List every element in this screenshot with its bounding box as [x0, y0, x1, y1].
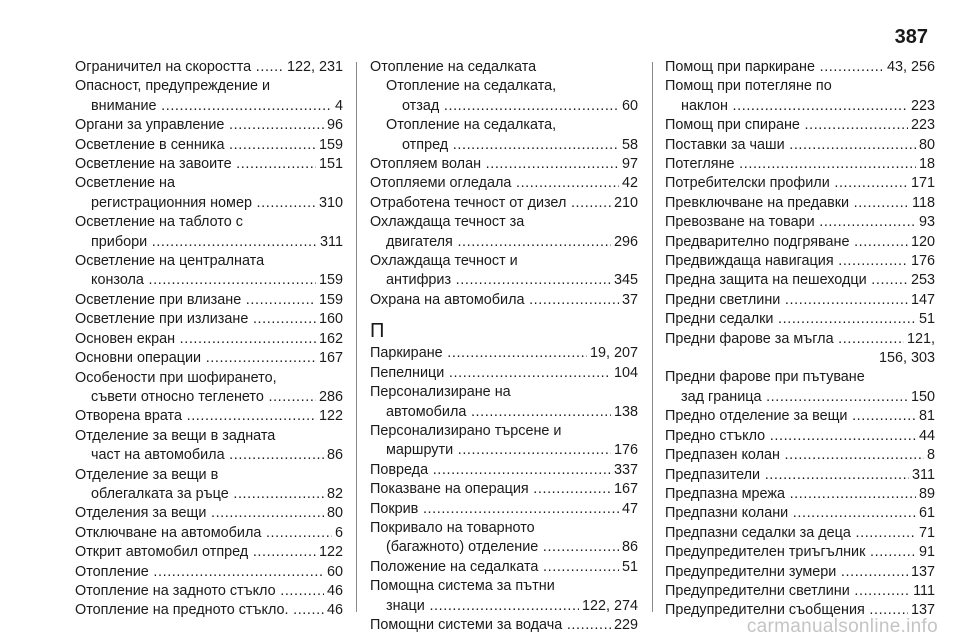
page-reference[interactable]: 122, 274 — [579, 597, 638, 616]
page-reference[interactable]: 120 — [908, 233, 935, 252]
index-entry-term-continued: регистрационния номер ..... — [91, 194, 343, 213]
page-reference[interactable]: 337 — [611, 461, 638, 480]
index-entry-term: Отопление на предното стъкло. ..... — [75, 602, 343, 618]
index-entry-term: Предна защита на пешеходци ..... — [665, 272, 935, 288]
page-reference[interactable]: 80 — [916, 136, 935, 155]
page-reference[interactable]: 4 — [332, 97, 343, 116]
index-entry[interactable] — [75, 330, 343, 349]
index-entry[interactable] — [75, 174, 343, 213]
index-entry-term: Предпазни седалки за деца ..... — [665, 525, 935, 541]
index-entry[interactable] — [370, 194, 638, 213]
page-reference[interactable]: 71 — [916, 524, 935, 543]
index-entry[interactable] — [665, 213, 935, 232]
index-entry-term-continued: облегалката за ръце ..... — [91, 485, 343, 504]
index-entry-term: Основен екран ..... — [75, 331, 343, 347]
index-entry-term: Отопление ..... — [75, 564, 343, 580]
index-entry[interactable] — [370, 383, 638, 422]
index-entry[interactable] — [665, 524, 935, 543]
page-reference[interactable]: 296 — [611, 233, 638, 252]
index-entry-term-continued: знаци ..... — [386, 597, 638, 616]
page-reference[interactable]: 160 — [316, 310, 343, 329]
watermark: carmanualsonline.info — [746, 616, 938, 637]
index-entry-term: Предни фарове за мъгла ..... — [665, 331, 935, 347]
index-entry-term: Поставки за чаши ..... — [665, 137, 935, 153]
page-reference[interactable]: 19, 207 — [587, 344, 638, 363]
index-entry-term: Предвиждаща навигация ..... — [665, 253, 935, 269]
index-entry-term: Отопление на задното стъкло ..... — [75, 583, 343, 599]
index-entry-term-continued: част на автомобила ..... — [91, 446, 343, 465]
page-reference[interactable]: 81 — [916, 407, 935, 426]
page-reference[interactable]: 229 — [611, 616, 638, 635]
column-divider — [356, 62, 357, 612]
index-entry[interactable] — [370, 480, 638, 499]
index-entry[interactable] — [75, 77, 343, 116]
index-entry[interactable] — [370, 252, 638, 291]
page-reference[interactable]: 122 — [316, 407, 343, 426]
index-entry-term: Опасност, предупреждение и — [75, 78, 271, 95]
index-entry-term: Помощна система за пътни — [370, 578, 555, 595]
page-reference[interactable]: 156, 303 — [878, 350, 935, 367]
index-entry-term: Предни фарове при пътуване — [665, 369, 865, 386]
index-entry-term: Помощ при потегляне по — [665, 78, 832, 95]
index-entry[interactable] — [370, 77, 638, 116]
index-entry[interactable] — [75, 116, 343, 135]
index-entry-term: Персонализиране на — [370, 384, 511, 401]
index-column-1 — [75, 58, 343, 621]
index-entry[interactable] — [75, 543, 343, 562]
index-entry[interactable] — [370, 422, 638, 461]
page-reference[interactable]: 37 — [619, 291, 638, 310]
index-entry-term-continued: наклон ..... — [681, 97, 935, 116]
page-reference[interactable]: 138 — [611, 403, 638, 422]
index-entry-term: Пепелници ..... — [370, 365, 638, 381]
index-entry[interactable] — [370, 344, 638, 363]
index-entry[interactable] — [370, 116, 638, 155]
page-reference[interactable]: 46 — [324, 601, 343, 620]
index-entry-term: Помощни системи за водача ..... — [370, 617, 638, 633]
page-reference[interactable]: 210 — [611, 194, 638, 213]
index-entry[interactable] — [75, 524, 343, 543]
index-entry[interactable] — [665, 271, 935, 290]
index-entry-term: Отопляем волан ..... — [370, 156, 638, 172]
page-reference[interactable]: 151 — [316, 155, 343, 174]
page-reference[interactable]: 47 — [619, 500, 638, 519]
index-entry-term: Помощ при паркиране ..... — [665, 59, 935, 75]
page-reference[interactable]: 51 — [916, 310, 935, 329]
index-entry-term: Потребителски профили ..... — [665, 175, 935, 191]
index-entry-term-continued: прибори ..... — [91, 233, 343, 252]
page-reference[interactable]: 159 — [316, 291, 343, 310]
page-reference[interactable]: 150 — [908, 388, 935, 407]
index-entry-term: Осветление на завоите ..... — [75, 156, 343, 172]
index-entry[interactable] — [75, 466, 343, 505]
index-entry-term: Основни операции ..... — [75, 350, 343, 366]
index-entry-term: Положение на седалката ..... — [370, 559, 638, 575]
index-entry[interactable] — [370, 519, 638, 558]
page-reference[interactable]: 167 — [611, 480, 638, 499]
page-reference[interactable]: 97 — [619, 155, 638, 174]
column-divider — [652, 62, 653, 612]
index-entry-term: Отключване на автомобила ..... — [75, 525, 343, 541]
index-entry[interactable] — [665, 563, 935, 582]
index-entry-term: Отработена течност от дизел ..... — [370, 195, 638, 211]
index-entry[interactable] — [75, 349, 343, 368]
index-entry-term: Предпазни колани ..... — [665, 505, 935, 521]
page-reference[interactable]: 286 — [316, 388, 343, 407]
page-reference[interactable]: 167 — [316, 349, 343, 368]
index-entry[interactable] — [665, 155, 935, 174]
index-entry-term: Повреда ..... — [370, 462, 638, 478]
index-entry[interactable] — [370, 500, 638, 519]
index-entry-term: Отопление на седалката, — [386, 78, 557, 95]
index-entry[interactable] — [665, 485, 935, 504]
page-reference[interactable]: 122, 231 — [284, 58, 343, 77]
index-column-3 — [665, 58, 935, 621]
index-entry[interactable] — [665, 77, 935, 116]
index-entry-term-continued: (багажното) отделение ..... — [386, 538, 638, 557]
index-entry-term: Предварително подгряване ..... — [665, 234, 935, 250]
index-entry-term: Отделение за вещи в задната — [75, 427, 276, 444]
index-entry[interactable] — [665, 466, 935, 485]
index-entry-term: Отопляеми огледала ..... — [370, 175, 638, 191]
page-reference[interactable]: 89 — [916, 485, 935, 504]
index-entry-term: Предпазен колан ..... — [665, 447, 935, 463]
page-reference[interactable]: 311 — [317, 233, 343, 252]
index-entry-term: Предпазители ..... — [665, 467, 935, 483]
index-entry[interactable] — [665, 58, 935, 77]
index-entry[interactable] — [665, 543, 935, 562]
page-reference[interactable]: 111 — [910, 582, 935, 601]
index-entry-term: Осветление при влизане ..... — [75, 292, 343, 308]
index-entry-term-continued: автомобила ..... — [386, 403, 638, 422]
page-reference[interactable]: 61 — [916, 504, 935, 523]
index-entry[interactable] — [75, 291, 343, 310]
page-reference[interactable]: 80 — [324, 504, 343, 523]
index-entry-term: Предни светлини ..... — [665, 292, 935, 308]
index-entry-term: Отопление на седалката — [370, 59, 537, 75]
index-column-2 — [370, 58, 638, 635]
index-entry[interactable] — [665, 291, 935, 310]
page-reference[interactable]: 137 — [908, 601, 935, 620]
index-entry[interactable] — [370, 364, 638, 383]
page-reference[interactable]: 51 — [619, 558, 638, 577]
page-reference[interactable]: 93 — [916, 213, 935, 232]
page-reference[interactable]: 44 — [916, 427, 935, 446]
index-entry[interactable] — [665, 310, 935, 329]
index-entry-term: Предно отделение за вещи ..... — [665, 408, 935, 424]
index-entry-term: Помощ при спиране ..... — [665, 117, 935, 133]
index-entry-term: Персонализирано търсене и — [370, 422, 562, 439]
index-entry-term: Отворена врата ..... — [75, 408, 343, 424]
index-entry[interactable] — [665, 427, 935, 446]
index-entry[interactable] — [370, 58, 638, 77]
index-section-letter: П — [370, 320, 385, 343]
page-reference[interactable]: 118 — [909, 194, 935, 213]
page-reference[interactable]: 311 — [909, 466, 935, 485]
index-entry-term: Особености при шофирането, — [75, 369, 277, 386]
page-reference[interactable]: 82 — [324, 485, 343, 504]
index-entry[interactable] — [75, 136, 343, 155]
index-entry[interactable] — [370, 291, 638, 310]
page-reference[interactable]: 91 — [916, 543, 935, 562]
page-reference[interactable]: 223 — [908, 97, 935, 116]
index-entry-term: Отделение за вещи в — [75, 466, 219, 483]
index-entry[interactable] — [370, 461, 638, 480]
index-entry[interactable] — [665, 504, 935, 523]
index-entry-term: Осветление на таблото с — [75, 214, 243, 231]
index-entry-term: Охрана на автомобила ..... — [370, 292, 638, 308]
index-entry[interactable] — [665, 368, 935, 407]
page-reference[interactable]: 223 — [908, 116, 935, 135]
index-entry-term-continued: внимание ..... — [91, 97, 343, 116]
page-reference[interactable]: 121, — [904, 330, 935, 349]
index-entry[interactable] — [665, 136, 935, 155]
page-reference[interactable]: 86 — [324, 446, 343, 465]
page-reference[interactable]: 162 — [316, 330, 343, 349]
index-entry[interactable] — [370, 155, 638, 174]
index-entry[interactable] — [665, 174, 935, 193]
page-reference[interactable]: 43, 256 — [884, 58, 935, 77]
index-entry-term: Предно стъкло ..... — [665, 428, 935, 444]
index-entry[interactable] — [370, 577, 638, 616]
page-reference[interactable]: 86 — [619, 538, 638, 557]
index-entry-term: Осветление в сенника ..... — [75, 137, 343, 153]
page-reference[interactable]: 46 — [324, 582, 343, 601]
index-entry[interactable] — [665, 194, 935, 213]
index-entry-term-continued: съвети относно тегленето ..... — [91, 388, 343, 407]
index-entry-term: Осветление на — [75, 175, 176, 192]
index-entry-term: Ограничител на скоростта ..... — [75, 59, 343, 75]
index-entry[interactable] — [75, 601, 343, 620]
index-entry-term: Превключване на предавки ..... — [665, 195, 935, 211]
index-entry[interactable] — [75, 155, 343, 174]
page-reference[interactable]: 310 — [316, 194, 343, 213]
index-entry[interactable] — [75, 407, 343, 426]
page-reference[interactable]: 58 — [619, 136, 638, 155]
page-reference[interactable]: 6 — [332, 524, 343, 543]
index-entry[interactable] — [370, 213, 638, 252]
page-reference[interactable]: 159 — [316, 271, 343, 290]
page-reference[interactable]: 96 — [324, 116, 343, 135]
index-entry[interactable] — [75, 582, 343, 601]
page-reference[interactable]: 253 — [908, 271, 935, 290]
index-entry-term: Органи за управление ..... — [75, 117, 343, 133]
page-reference[interactable]: 60 — [619, 97, 638, 116]
index-entry[interactable] — [75, 563, 343, 582]
index-entry-term: Предни седалки ..... — [665, 311, 935, 327]
index-entry-term: Превозване на товари ..... — [665, 214, 935, 230]
index-entry-term: Предупредителен триъгълник ..... — [665, 544, 935, 560]
index-entry-term: Осветление на централната — [75, 253, 265, 270]
page-reference[interactable]: 345 — [611, 271, 638, 290]
page-reference[interactable]: 159 — [316, 136, 343, 155]
index-entry-term: Предпазна мрежа ..... — [665, 486, 935, 502]
page-reference[interactable]: 171 — [908, 174, 935, 193]
index-entry-term-continued: антифриз ..... — [386, 271, 638, 290]
index-entry-term: Охлаждаща течност и — [370, 253, 518, 270]
index-entry-term: Показване на операция ..... — [370, 481, 638, 497]
page-reference[interactable]: 8 — [924, 446, 935, 465]
page-number: 387 — [894, 26, 928, 48]
index-entry[interactable] — [75, 58, 343, 77]
index-entry[interactable] — [665, 582, 935, 601]
index-entry[interactable] — [665, 330, 935, 369]
index-entry-term: Покривало на товарното — [370, 519, 535, 536]
index-entry[interactable] — [75, 213, 343, 252]
index-entry[interactable] — [75, 252, 343, 291]
index-entry[interactable] — [75, 369, 343, 408]
index-entry-term: Покрив ..... — [370, 501, 638, 517]
index-entry-term: Охлаждаща течност за — [370, 214, 525, 231]
index-entry[interactable] — [75, 310, 343, 329]
index-entry-term: Отделения за вещи ..... — [75, 505, 343, 521]
index-entry[interactable] — [665, 252, 935, 271]
page-reference[interactable]: 104 — [611, 364, 638, 383]
index-entry-term: Открит автомобил отпред ..... — [75, 544, 343, 560]
index-entry-term: Осветление при излизане ..... — [75, 311, 343, 327]
page-reference[interactable]: 42 — [619, 174, 638, 193]
page-reference[interactable]: 137 — [908, 563, 935, 582]
index-entry-term-continued: маршрути ..... — [386, 441, 638, 460]
index-entry-term-continued: отпред ..... — [402, 136, 638, 155]
index-entry-term: Паркиране ..... — [370, 345, 638, 361]
page-reference[interactable]: 176 — [908, 252, 935, 271]
page-reference[interactable]: 18 — [916, 155, 935, 174]
page-reference[interactable]: 147 — [908, 291, 935, 310]
page-reference[interactable]: 60 — [324, 563, 343, 582]
index-entry[interactable] — [665, 116, 935, 135]
index-entry[interactable] — [75, 504, 343, 523]
index-entry-term: Предупредителни светлини ..... — [665, 583, 935, 599]
index-entry-term: Предупредителни съобщения ..... — [665, 602, 935, 618]
index-entry[interactable] — [370, 174, 638, 193]
index-entry-term-continued: двигателя ..... — [386, 233, 638, 252]
index-entry[interactable] — [370, 616, 638, 635]
index-entry[interactable] — [665, 446, 935, 465]
index-entry-term-continued: зад граница ..... — [681, 388, 935, 407]
page-reference[interactable]: 122 — [316, 543, 343, 562]
index-entry-term: Предупредителни зумери ..... — [665, 564, 935, 580]
page-reference[interactable]: 176 — [611, 441, 638, 460]
index-entry-term-continued: отзад ..... — [402, 97, 638, 116]
index-entry[interactable] — [665, 407, 935, 426]
index-entry[interactable] — [75, 427, 343, 466]
index-entry-term: Потегляне ..... — [665, 156, 935, 172]
index-entry-term-continued: конзола ..... — [91, 271, 343, 290]
index-entry[interactable] — [665, 233, 935, 252]
index-entry[interactable] — [370, 558, 638, 577]
index-entry-term: Отопление на седалката, — [386, 117, 557, 134]
